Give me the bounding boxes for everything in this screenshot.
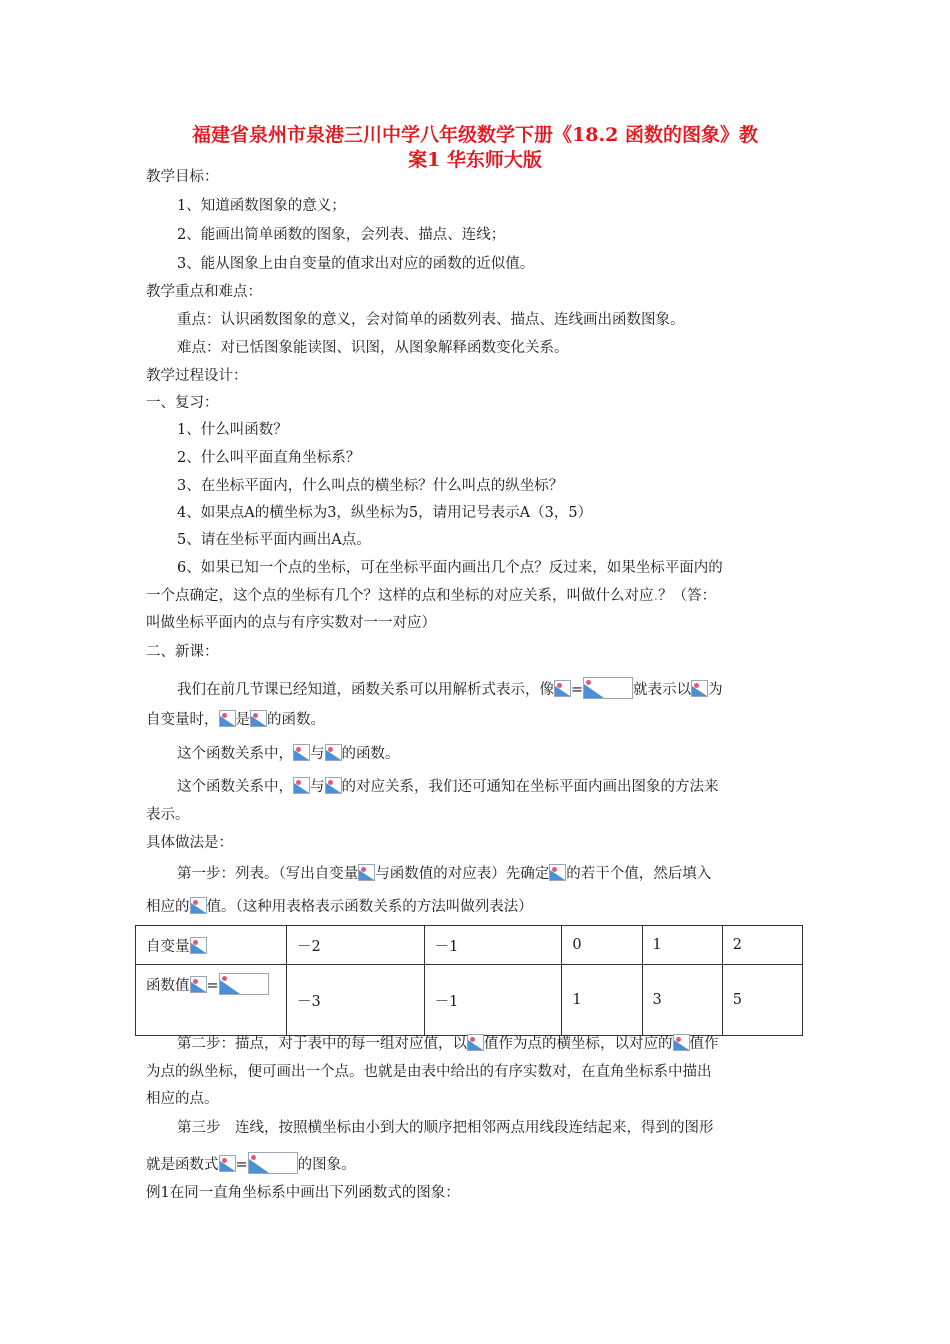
text: ？（答： xyxy=(658,588,717,604)
review-item: 3、在坐标平面内，什么叫点的横坐标？什么叫点的纵坐标？ xyxy=(177,478,564,494)
formula-image-icon xyxy=(190,897,207,914)
formula-image-icon xyxy=(691,680,708,697)
document-title-line1: 福建省泉州市泉港三川中学八年级数学下册《18.2 函数的图象》教 xyxy=(192,124,758,146)
objective-item: 2、能画出简单函数的图象，会列表、描点、连线； xyxy=(177,227,506,243)
key-points-heading: 教学重点和难点： xyxy=(146,284,262,300)
stray-dot: . xyxy=(653,588,659,604)
text: 这个函数关系中， xyxy=(177,779,293,795)
text: 自变量时， xyxy=(146,712,219,728)
formula-image-icon xyxy=(219,1155,236,1172)
table-row xyxy=(136,926,803,965)
formula-image-icon xyxy=(673,1034,690,1051)
objective-item: 1、知道函数图象的意义； xyxy=(177,198,346,214)
formula-image-icon xyxy=(219,710,236,727)
table-row xyxy=(136,965,803,1036)
text: 值作为点的横坐标，以对应的 xyxy=(484,1036,673,1052)
text: 是 xyxy=(235,712,250,728)
formula-image-icon xyxy=(293,744,310,761)
formula-image-icon xyxy=(325,777,342,794)
text: 一个点确定，这个点的坐标有几个？这样的点和坐标的对应关系，叫做什么对应 xyxy=(146,588,654,604)
table-cell: 1 xyxy=(642,926,722,965)
new-lesson-heading: 二、新课： xyxy=(146,644,219,660)
table-cell: －1 xyxy=(424,926,562,965)
formula-image-icon xyxy=(250,710,267,727)
text: 的函数。 xyxy=(267,712,325,728)
text: 第二步：描点，对于表中的每一组对应值，以 xyxy=(177,1036,467,1052)
key-point-difficulty: 难点：对已恬图象能读图、识图，从图象解释函数变化关系。 xyxy=(177,340,569,356)
new-lesson-paragraph3 xyxy=(177,777,719,797)
review-item: 5、请在坐标平面内画出A点。 xyxy=(177,532,371,548)
formula-image-icon xyxy=(583,677,633,699)
table-cell: 5 xyxy=(722,965,802,1036)
text: 就表示以 xyxy=(633,682,692,698)
equals-sign: = xyxy=(206,978,219,994)
text: 的图象。 xyxy=(297,1157,356,1173)
formula-image-icon xyxy=(293,777,310,794)
formula-image-icon xyxy=(248,1152,298,1174)
review-item6-line1: 6、如果已知一个点的坐标，可在坐标平面内画出几个点？反过来，如果坐标平面内的 xyxy=(177,560,723,576)
review-item6-line3: 叫做坐标平面内的点与有序实数对一一对应） xyxy=(146,615,436,631)
text: 就是函数式 xyxy=(146,1157,219,1173)
objectives-heading: 教学目标： xyxy=(146,169,219,185)
equals-sign: = xyxy=(235,1157,248,1173)
formula-image-icon xyxy=(358,864,375,881)
equals-sign: = xyxy=(571,682,584,698)
table-cell: 1 xyxy=(562,965,642,1036)
step3-line2 xyxy=(146,1152,356,1175)
review-item: 2、什么叫平面直角坐标系？ xyxy=(177,450,361,466)
text: 与函数值的对应表）先确定 xyxy=(375,866,550,882)
formula-image-icon xyxy=(467,1034,484,1051)
review-heading: 一、复习： xyxy=(146,395,219,411)
method-heading: 具体做法是： xyxy=(146,835,233,851)
table-cell: 0 xyxy=(562,926,642,965)
table-cell: 3 xyxy=(642,965,722,1036)
table-cell: －2 xyxy=(287,926,425,965)
review-item6-line2 xyxy=(146,586,716,606)
new-lesson-paragraph3-cont: 表示。 xyxy=(146,807,190,823)
text: 函数值 xyxy=(146,978,190,994)
formula-image-icon xyxy=(219,973,269,995)
text: 值作 xyxy=(689,1036,719,1052)
new-lesson-paragraph2 xyxy=(177,744,400,764)
text: 值。（这种用表格表示函数关系的方法叫做列表法） xyxy=(206,899,533,915)
formula-image-icon xyxy=(190,976,207,993)
formula-image-icon xyxy=(554,680,571,697)
step2-line2: 为点的纵坐标，便可画出一个点。也就是由表中给出的有序实数对，在直角坐标系中描出 xyxy=(146,1064,712,1080)
formula-image-icon xyxy=(549,864,566,881)
objective-item: 3、能从图象上由自变量的值求出对应的函数的近似值。 xyxy=(177,256,535,272)
key-point-focus: 重点：认识函数图象的意义，会对简单的函数列表、描点、连线画出函数图象。 xyxy=(177,312,685,328)
text: 的若干个值，然后填入 xyxy=(566,866,712,882)
table-header-cell xyxy=(136,965,287,1036)
formula-image-icon xyxy=(325,744,342,761)
example-1: 例1在同一直角坐标系中画出下列函数式的图象： xyxy=(146,1185,460,1201)
step2-line3: 相应的点。 xyxy=(146,1091,219,1107)
value-table xyxy=(135,925,803,1036)
table-cell: －1 xyxy=(424,965,562,1036)
step1-line2 xyxy=(146,897,533,917)
text: 与 xyxy=(310,779,325,795)
process-heading: 教学过程设计： xyxy=(146,368,248,384)
text: 第一步：列表。（写出自变量 xyxy=(177,866,359,882)
text: 这个函数关系中， xyxy=(177,746,293,762)
text: 的对应关系，我们还可通知在坐标平面内画出图象的方法来 xyxy=(341,779,719,795)
step3-line1: 第三步 连线，按照横坐标由小到大的顺序把相邻两点用线段连结起来，得到的图形 xyxy=(177,1120,714,1136)
text: 的函数。 xyxy=(341,746,400,762)
text: 与 xyxy=(310,746,325,762)
table-cell: 2 xyxy=(722,926,802,965)
table-header-cell xyxy=(136,926,287,965)
step2-line1 xyxy=(177,1034,719,1054)
review-item: 4、如果点A的横坐标为3，纵坐标为5，请用记号表示A（3，5） xyxy=(177,505,593,521)
new-lesson-paragraph1 xyxy=(177,677,723,700)
text: 自变量 xyxy=(146,938,190,955)
text: 我们在前几节课已经知道，函数关系可以用解析式表示，像 xyxy=(177,682,554,698)
new-lesson-paragraph1-cont xyxy=(146,710,325,730)
table-cell: －3 xyxy=(287,965,425,1036)
document-title-line2: 案1 华东师大版 xyxy=(408,149,542,171)
text: 为 xyxy=(708,682,723,698)
formula-image-icon xyxy=(190,937,207,954)
step1-line1 xyxy=(177,864,711,884)
text: 相应的 xyxy=(146,899,190,915)
review-item: 1、什么叫函数？ xyxy=(177,422,288,438)
